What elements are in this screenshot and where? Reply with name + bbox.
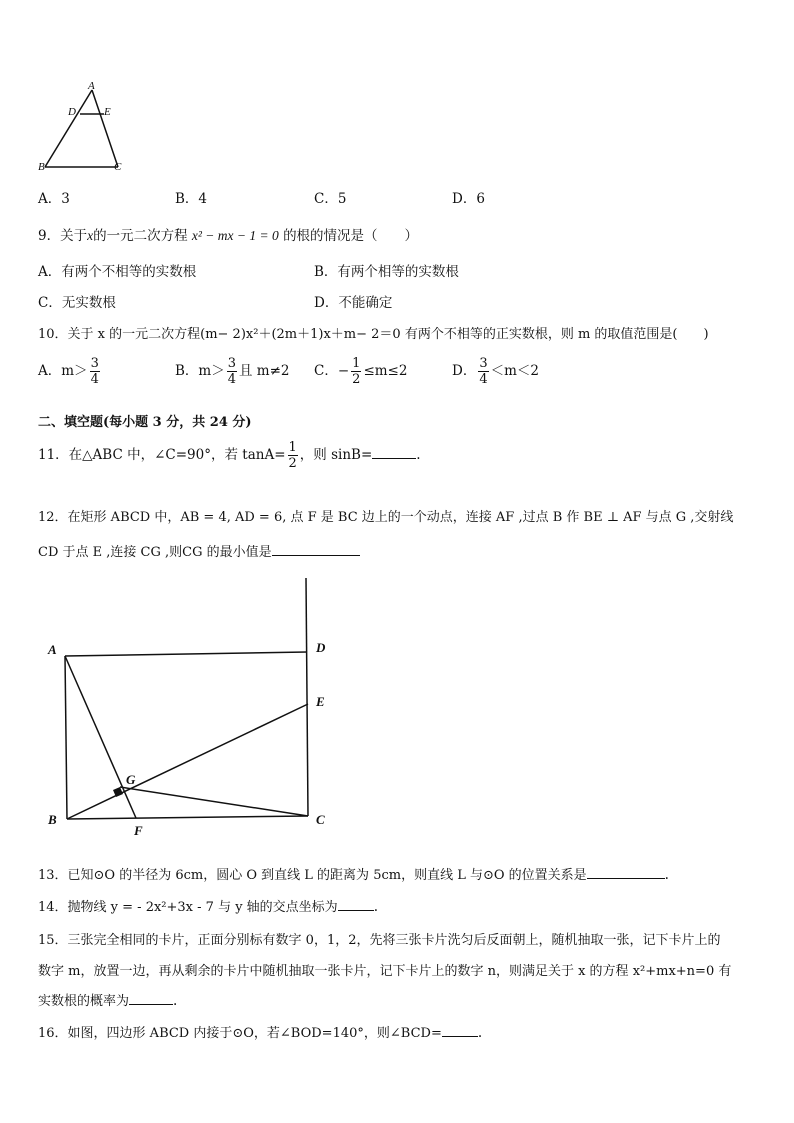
fig2-label-c: C <box>316 812 325 827</box>
fig1-label-e: E <box>104 106 111 118</box>
q15-line3-wrap <box>38 990 177 1009</box>
q12-answer-blank[interactable] <box>272 543 360 556</box>
q8-option-d: D．6 <box>452 191 485 207</box>
q16-stem-wrap <box>38 1022 482 1041</box>
q16-end: . <box>477 1025 483 1041</box>
q14-stem-wrap <box>38 896 378 915</box>
q9-stem <box>38 224 418 244</box>
q11-prefix: 11．在△ABC 中，∠C=90°，若 tanA= <box>38 447 286 463</box>
q10-d-suffix: ＜m＜2 <box>490 363 539 379</box>
q10-c-prefix: C．− <box>314 363 350 379</box>
q10-c-den: 2 <box>352 372 361 387</box>
q14-stem: 14．抛物线 y = - 2x²+3x - 7 与 y 轴的交点坐标为 <box>38 900 338 915</box>
q13-stem: 13．已知⊙O 的半径为 6cm，圆心 O 到直线 L 的距离为 5cm，则直线 L 与⊙O 的位置关系是 <box>38 868 587 883</box>
q10-option-d <box>452 357 539 386</box>
q10-stem: 10．关于 x 的一元二次方程(m− 2)x²＋(2m＋1)x＋m− 2＝0 有两个不相等的正实数根，则 m 的取值范围是( ) <box>38 327 709 342</box>
q10-option-c <box>314 357 407 386</box>
q11-end: . <box>416 447 421 463</box>
q10-b-suffix: 且 m≠2 <box>239 363 290 379</box>
section-heading: 二、填空题(每小题 3 分，共 24 分) <box>38 415 252 430</box>
q9-var: x <box>87 228 94 243</box>
q13-end: . <box>664 867 669 883</box>
q15-line1: 15．三张完全相同的卡片，正面分别标有数字 0，1，2，先将三张卡片洗匀后反面朝上，随机抽取一张，记下卡片上的 <box>38 933 721 948</box>
q8-option-c: C．5 <box>314 191 347 207</box>
q15-answer-blank[interactable] <box>129 992 173 1005</box>
q10-option-b <box>175 357 290 386</box>
q14-answer-blank[interactable] <box>338 898 374 911</box>
q10-c-num: 1 <box>352 356 361 371</box>
q10-a-num: 3 <box>90 356 99 371</box>
q9-prefix: 9．关于 <box>38 228 88 244</box>
fig1-label-d: D <box>68 106 76 118</box>
q10-a-den: 4 <box>90 372 99 387</box>
q13-stem-wrap <box>38 864 669 883</box>
q10-d-den: 4 <box>479 372 488 387</box>
q10-d-prefix: D． <box>452 363 477 379</box>
q14-end: . <box>373 899 378 915</box>
q12-line1: 12．在矩形 ABCD 中，AB = 4, AD = 6, 点 F 是 BC 边上的一个动点，连接 AF ,过点 B 作 BE ⊥ AF 与点 G ,交射线 <box>38 510 734 525</box>
q16-stem: 16．如图，四边形 ABCD 内接于⊙O，若∠BOD=140°，则∠BCD= <box>38 1026 442 1041</box>
q12-line2-wrap <box>38 541 360 560</box>
q10-c-suffix: ≤m≤2 <box>363 363 408 379</box>
q11-num: 1 <box>288 440 297 455</box>
fig2-label-b: B <box>48 812 57 827</box>
q11-answer-blank[interactable] <box>372 446 416 459</box>
q10-a-prefix: A．m＞ <box>38 363 88 379</box>
q10-b-prefix: B．m＞ <box>175 363 225 379</box>
q15-end: . <box>173 993 178 1009</box>
q8-option-a: A．3 <box>38 191 70 207</box>
q9-option-a: A．有两个不相等的实数根 <box>38 264 197 280</box>
fig2-label-g: G <box>126 772 136 787</box>
triangle-figure <box>30 80 140 180</box>
q9-mid: 的一元二次方程 <box>93 228 188 244</box>
fig2-label-f: F <box>134 823 143 838</box>
q11-suffix: ，则 sinB= <box>299 447 373 463</box>
q11-stem <box>38 441 421 470</box>
fig2-label-d: D <box>316 640 326 655</box>
rectangle-figure <box>40 575 340 840</box>
q9-option-d: D．不能确定 <box>314 295 393 311</box>
fig1-label-a: A <box>88 80 95 92</box>
fig2-label-e: E <box>316 694 325 709</box>
q8-option-b: B．4 <box>175 191 208 207</box>
q9-option-c: C．无实数根 <box>38 295 116 311</box>
q15-line3: 实数根的概率为 <box>38 994 130 1009</box>
q9-suffix: 的根的情况是（ ） <box>283 228 419 244</box>
q12-line2: CD 于点 E ,连接 CG ,则CG 的最小值是 <box>38 545 272 560</box>
q9-option-b: B．有两个相等的实数根 <box>314 264 459 280</box>
q9-equation: x² − mx − 1 = 0 <box>191 228 279 243</box>
q10-d-num: 3 <box>479 356 488 371</box>
fig1-label-c: C <box>114 161 122 173</box>
q16-answer-blank[interactable] <box>442 1024 478 1037</box>
q10-b-den: 4 <box>227 372 237 387</box>
q10-option-a <box>38 357 102 386</box>
q15-line2: 数字 m，放置一边，再从剩余的卡片中随机抽取一张卡片，记下卡片上的数字 n，则满足关于 x 的方程 x²+mx+n=0 有 <box>38 964 732 979</box>
q13-answer-blank[interactable] <box>587 866 665 879</box>
q11-den: 2 <box>288 456 297 471</box>
fig1-label-b: B <box>38 161 45 173</box>
q10-b-num: 3 <box>227 356 237 371</box>
fig2-label-a: A <box>48 642 57 657</box>
